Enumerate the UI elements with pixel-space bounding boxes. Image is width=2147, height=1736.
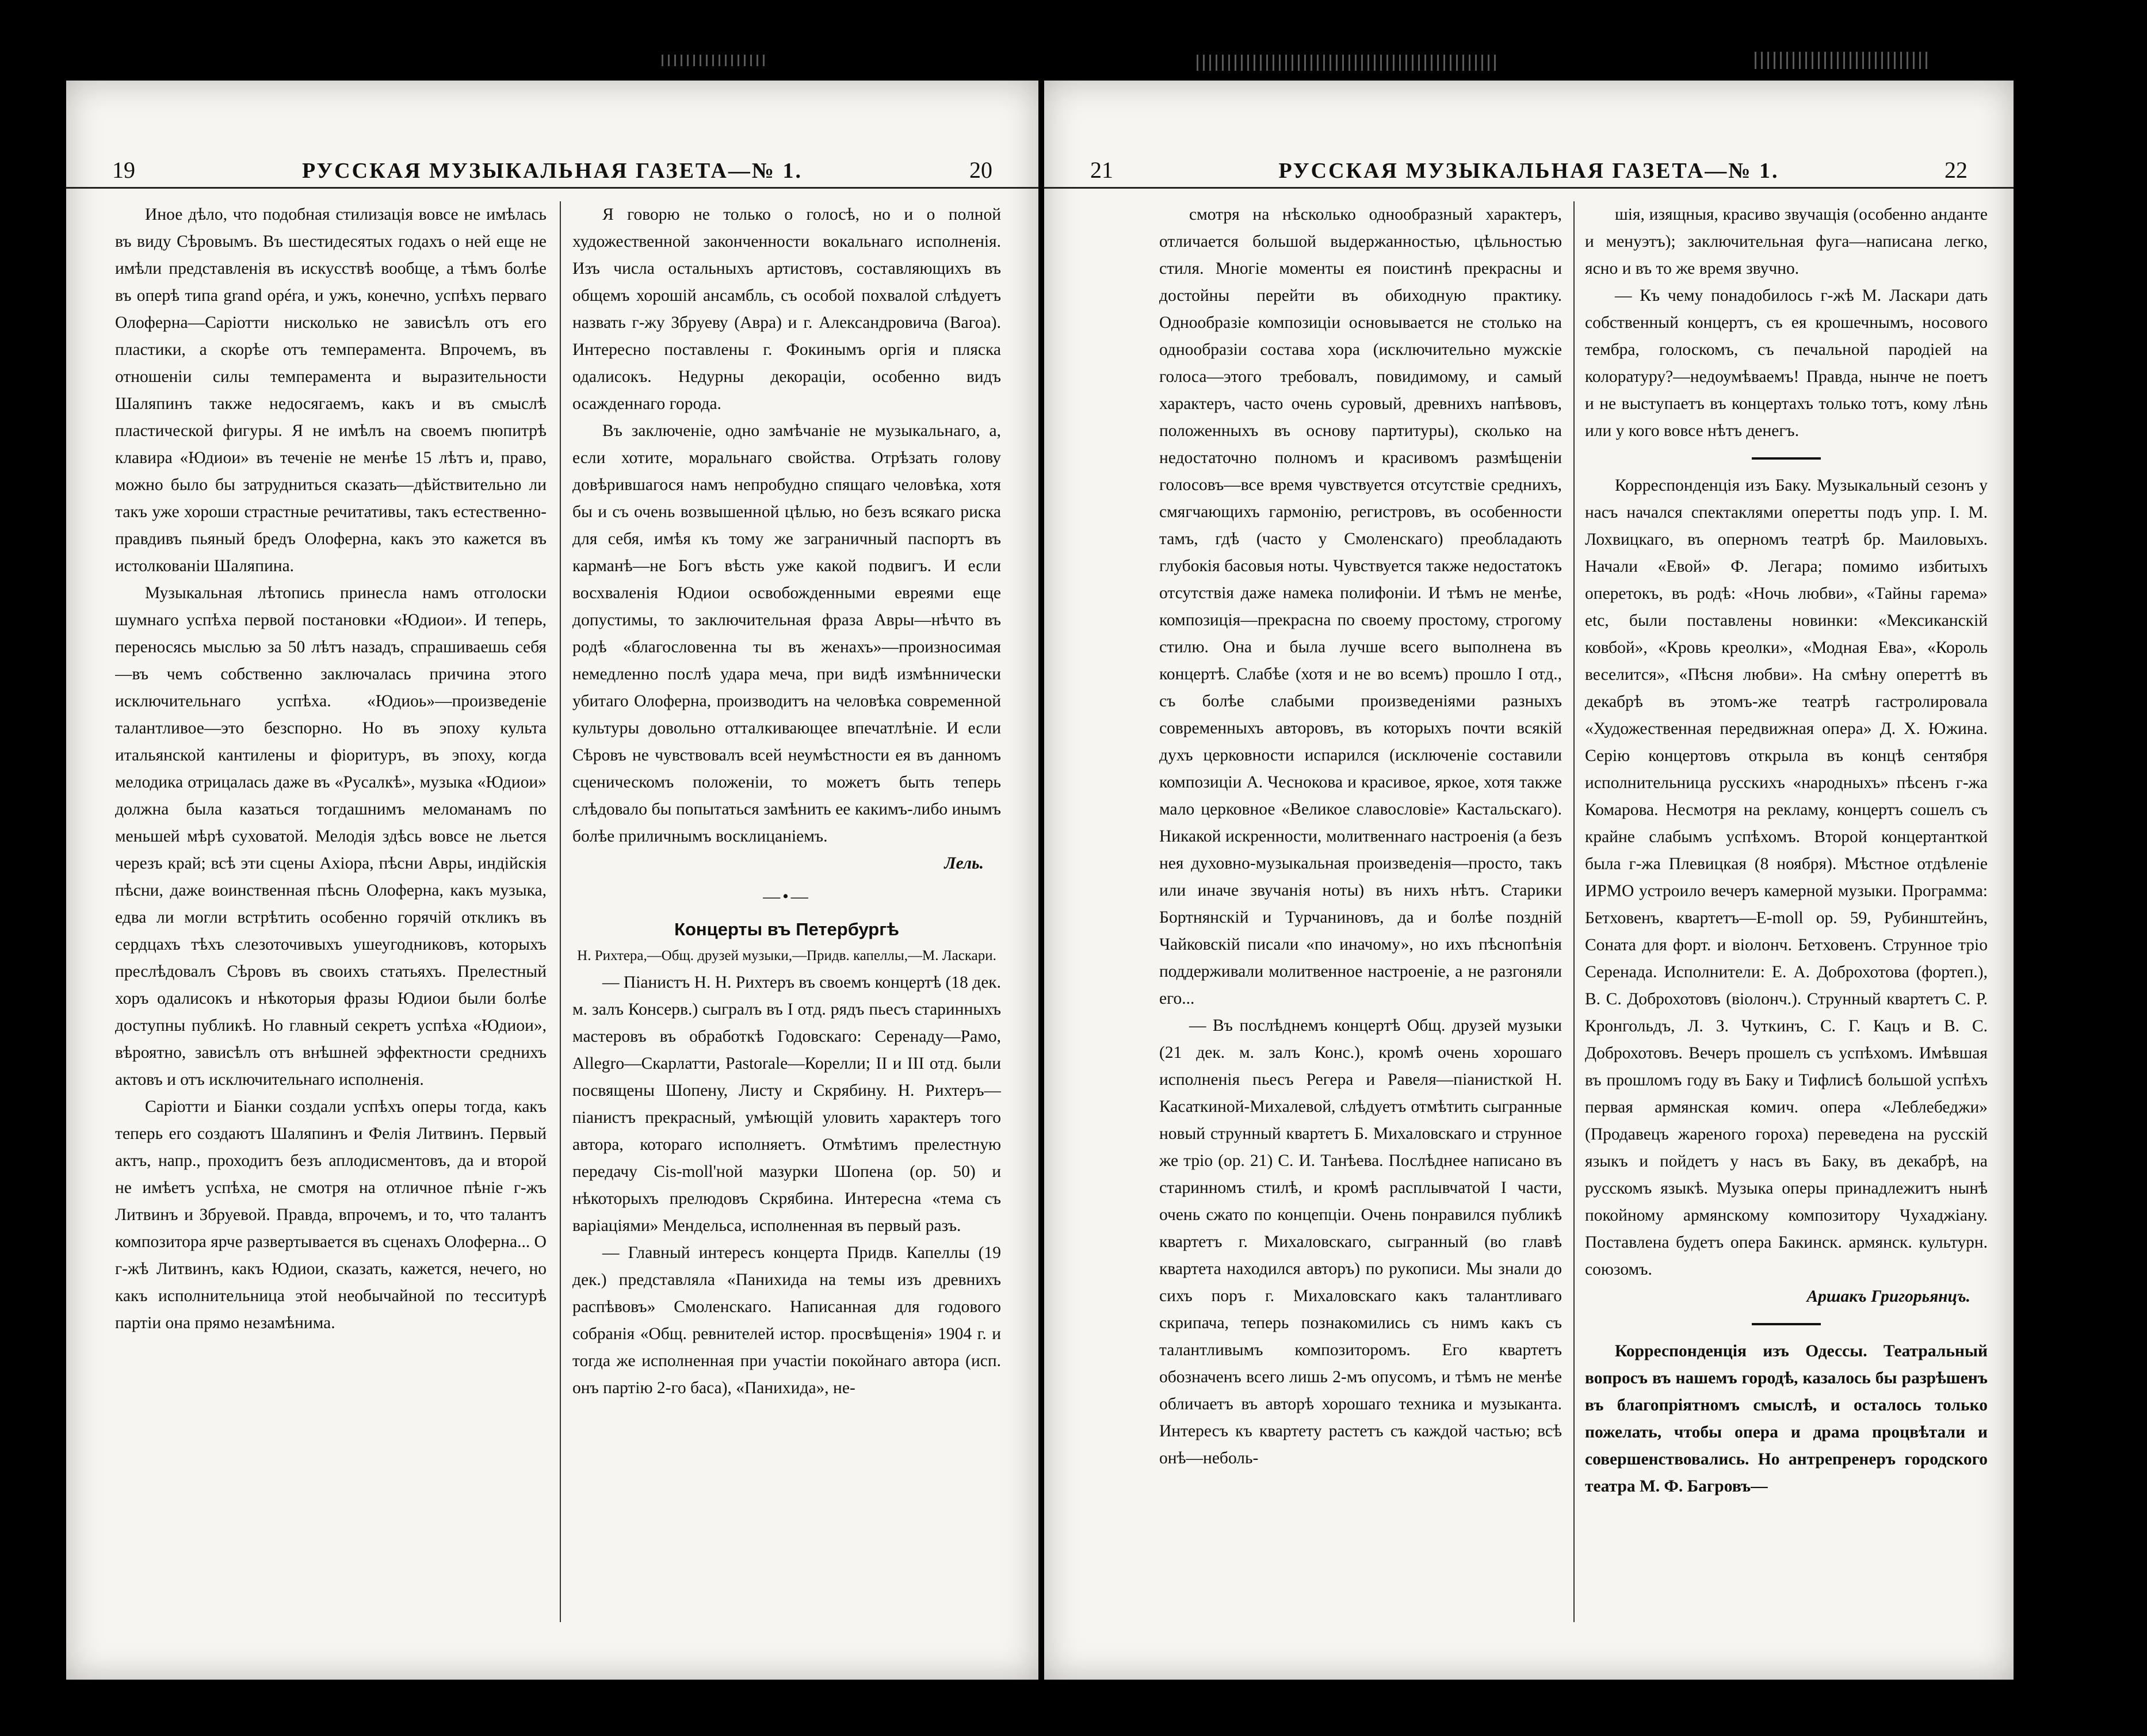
section-heading: Концерты въ Петербургѣ	[674, 919, 899, 939]
correspondence-baku: Корреспонденція изъ Баку. Музыкальный сезонъ у насъ начался спектаклями оперетты подъ упр. I. М. Лохвицкаго, въ оперномъ театрѣ бр. Маиловыхъ. Начали «Евой» Ф. Легара; помимо избитыхъ оперетокъ, въ родѣ: «Ночь любви», «Тайны гарема» etc, были поставлены новинки: «Мексиканскій ковбой», «Кровь креолки», «Модная Ева», «Король веселится», «Пѣсня любви». На смѣну опереттѣ въ декабрѣ въ этомъ-же театрѣ гастролировала «Художественная передвижная опера» Д. Х. Южина. Серію концертовъ открыла въ концѣ сентября исполнительница русскихъ «народныхъ» пѣсенъ г-жа Комарова. Несмотря на рекламу, концертъ сошелъ съ крайне слабымъ успѣхомъ. Второй концертанткой была г-жа Плевицкая (8 ноября). Мѣстное отдѣленіе ИРМО устроило вечеръ камерной музыки. Программа: Бетховенъ, квартетъ—E-moll op. 59, Рубинштейнъ, Соната для форт. и віолонч. Бетховенъ. Струнное тріо Серенада. Исполнители: Е. А. Доброхотова (фортеп.), В. С. Доброхотовъ (віолонч.). Струнный квартетъ С. Р. Кронгольдъ, Л. З. Чуткинъ, С. Г. Кацъ и В. С. Доброхотовъ. Вечеръ прошелъ съ успѣхомъ. Имѣвшая въ прошломъ году въ Баку и Тифлисѣ большой успѣхъ первая армянская комич. опера «Леблебеджи» (Продавецъ жареного гороха) переведена на русскій языкъ и пойдетъ у насъ въ Баку, въ декабрѣ, на русскомъ языкѣ. Музыка оперы принадлежитъ нынѣ покойному армянскому композитору Чухаджіану. Поставлена будетъ опера Бакинск. армянск. культурн. союзомъ.	[1585, 476, 1988, 1279]
paragraph: шія, изящныя, красиво звучащія (особенно анданте и менуэтъ); заключительная фуга—написана легко, ясно и въ то же время звучно.	[1585, 205, 1988, 278]
page-number-20: 20	[969, 157, 992, 183]
left-page-header	[66, 148, 1038, 189]
paragraph: Саріотти и Біанки создали успѣхъ оперы тогда, какъ теперь его создаютъ Шаляпинъ и Фелія Литвинъ. Первый актъ, напр., проходитъ безъ аплодисментовъ, да и второй не имѣетъ успѣха, не смотря на отличное пѣніе г-жъ Литвинъ и Збруевой. Правда, впрочемъ, и то, что талантъ композитора ярче развертывается въ сценахъ Олоферна... О г-жѣ Литвинъ, какъ Юдиои, сказать, кажется, нечего, но какъ исполнительница этой необычайной по тесситурѣ партіи она прямо незамѣнима.	[115, 1098, 547, 1332]
paragraph: — Піанистъ Н. Н. Рихтеръ въ своемъ концертѣ (18 дек. м. залъ Консерв.) сыгралъ въ I отд. рядъ пьесъ старинныхъ мастеровъ въ обработкѣ Годовскаго: Серенаду—Рамо, Allegro—Скарлатти, Pastorale—Корелли; II и III отд. были посвящены Шопену, Листу и Скрябину. Н. Рихтеръ—піанистъ прекрасный, умѣющій уловить характеръ того автора, котораго исполняетъ. Отмѣтимъ прелестную передачу Cis-moll'ной мазурки Шопена (ор. 50) и нѣкоторыхъ прелюдовъ Скрябина. Интересна «тема съ варіаціями» Мендельса, исполненная въ первый разъ.	[572, 973, 1001, 1235]
paragraph: Въ заключеніе, одно замѣчаніе не музыкальнаго, а, если хотите, моральнаго свойства. Отрѣзать голову довѣрившагося намъ непробудно спящаго человѣка, хотя бы и съ очень возвышенной цѣлью, но безъ всякаго риска для себя, имѣя къ тому же заграничный паспортъ въ карманѣ—не Богъ вѣсть уже какой подвигъ. И если восхваленія Юдиои освобожденными евреями еще допустимы, то заключительная фраза Авры—нѣчто въ родѣ «благословенна ты въ женахъ»—произносимая немедленно послѣ удара меча, при видѣ измѣннически убитаго Олоферна, производитъ на человѣка современной культуры довольно отталкивающее впечатлѣніе. И если Сѣровъ не чувствовалъ всей неумѣстности ея въ данномъ сценическомъ положеніи, то можетъ быть теперь слѣдовало бы попытаться замѣнить ее какимъ-либо инымъ болѣе приличнымъ восклицаніемъ.	[572, 422, 1001, 846]
page-number-22: 22	[1944, 157, 1968, 183]
paragraph: Иное дѣло, что подобная стилизація вовсе не имѣлась въ виду Сѣровымъ. Въ шестидесятых годахъ о ней еще не имѣли представленія въ искусствѣ вообще, а тѣмъ болѣе въ оперѣ типа grand opéra, и ужъ, конечно, успѣхъ перваго Олоферна—Саріотти нисколько не зависѣлъ отъ его пластики, а скорѣе отъ темперамента. Впрочемъ, въ отношеніи силы темперамента и выразительности Шаляпинъ также недосягаемъ, какъ и въ смыслѣ пластической фигуры. Я не имѣлъ на своемъ пюпитрѣ клавира «Юдиои» въ теченіе не менѣе 15 лѣтъ и, право, можно было бы затрудниться сказать—дѣйствительно ли такъ уже хороши страстные речитативы, такъ естественно-правдивъ пьяный бредъ Олоферна, какъ это кажется въ истолкованіи Шаляпина.	[115, 205, 547, 575]
section-rule	[1752, 457, 1821, 460]
section-subheading: Н. Рихтера,—Общ. друзей музыки,—Придв. капеллы,—М. Ласкари.	[577, 948, 996, 963]
paragraph: — Главный интересъ концерта Придв. Капеллы (19 дек.) представляла «Панихида на темы изъ древнихъ распѣвовъ» Смоленскаго. Написанная для годового собранія «Общ. ревнителей истор. просвѣщенія» 1904 г. и тогда же исполненная при участіи покойнаго автора (исп. онъ партію 2-го баса), «Панихида», не-	[572, 1244, 1001, 1397]
author-signature: Аршакъ Григорьянцъ.	[1806, 1287, 1970, 1306]
page-number-19: 19	[112, 157, 135, 183]
paragraph: смотря на нѣсколько однообразный характеръ, отличается большой выдержанностью, цѣльностью стиля. Многіе моменты ея поистинѣ прекрасны и достойны перейти въ обиходную практику. Однообразіе композиціи основывается не столько на однообразіи состава хора (исключительно мужскіе голоса—этого требовалъ, повидимому, и самый характеръ, часто очень суровый, древнихъ напѣвовъ, положенныхъ въ основу партитуры), сколько на недостаточно полномъ и красивомъ размѣщеніи голосовъ—все время чувствуется отсутствіе среднихъ, смягчающихъ гармонію, регистровъ, въ особенности тамъ, гдѣ (часто у Смоленскаго) преобладають глубокія басовыя ноты. Чувствуется также недостатокъ отсутствія даже намека полифоніи. И тѣмъ не менѣе, композиція—прекрасна по своему простому, строгому стилю. Она и была лучше всего выполнена въ концертѣ. Слабѣе (хотя и не во всемъ) прошло I отд., съ болѣе слабыми произведеніями разныхъ современныхъ авторовъ, въ которыхъ почти всякій духъ церковности испарился (исключеніе составили композиціи А. Чеснокова и красивое, яркое, хотя также мало церковное «Великое славословіе» Кастальскаго). Никакой искренности, молитвеннаго настроенія (а безъ нея духовно-музыкальная произведенія—просто, такъ или иначе звучанія ноты) въ нихъ нѣтъ. Старики Бортнянскій и Турчаниновъ, да и болѣе поздній Чайковскій писали «по иначому», но ихъ пѣснопѣнія поддерживали молитвенное настроеніе, а не разгоняли его...	[1159, 205, 1562, 1008]
paragraph: — Въ послѣднемъ концертѣ Общ. друзей музыки (21 дек. м. залъ Конс.), кромѣ очень хорошаго исполненія пьесъ Регера и Равеля—піанисткой Н. Касаткиной-Михалевой, слѣдуетъ отмѣтить сыгранные новый струнный квартетъ Б. Михаловскаго и струнное же тріо (ор. 21) С. И. Танѣева. Послѣднее написано въ старинномъ стилѣ, и кромѣ расплывчатой I части, очень сжато по концепціи. Очень понравился публикѣ квартетъ г. Михаловскаго, сыгранный (во главѣ квартета находился авторъ) по рукописи. Мы знали до сихъ поръ г. Михаловскаго какъ талантливаго скрипача, теперь познакомились съ нимъ какъ съ талантливымъ композиторомъ. Его квартетъ обозначенъ всего лишь 2-мъ опусомъ, и тѣмъ не менѣе обличаетъ въ авторѣ хорошаго техника и музыканта. Интересъ къ квартету растетъ съ каждой частью; всѣ онѣ—неболь-	[1159, 1016, 1562, 1467]
correspondence-odessa: Корреспонденція изъ Одессы. Театральный вопросъ въ нашемъ городѣ, казалось бы разрѣшенъ въ благопріятномъ смыслѣ, и осталось только пожелать, чтобы опера и драма процвѣтали и совершенствовались. Но антрепренеръ городского театра М. Ф. Багровъ—	[1585, 1342, 1988, 1496]
paragraph: — Къ чему понадобилось г-жѣ М. Ласкари дать собственный концертъ, съ ея крошечнымъ, носового тембра, голоскомъ, съ печальной пародіей на колоратуру?—недоумѣваемъ! Правда, нынче не поетъ и не выступаетъ въ концертахъ только тотъ, кому лѣнь или у кого вовсе нѣтъ денегъ.	[1585, 286, 1988, 440]
right-page-header	[1044, 148, 2014, 189]
scan-noise-top-left	[662, 55, 765, 66]
paragraph: Музыкальная лѣтопись принесла намъ отголоски шумнаго успѣха первой постановки «Юдиои». И теперь, переносясь мыслью за 50 лѣтъ назадъ, спрашиваешь себя—въ чемъ собственно заключалась причина этого исключительнаго успѣха. «Юдиоь»—произведеніе талантливое—это безспорно. Но въ эпоху культа итальянской кантилены и фіоритуръ, въ эпоху, когда мелодика отрицалась даже въ «Русалкѣ», музыка «Юдиои» должна была казаться тогдашнимъ меломанамъ по меньшей мѣрѣ суховатой. Мелодія здѣсь вовсе не льется черезъ край; всѣ эти сцены Ахіора, пѣсни Авры, индійскія пѣсни, даже воинственная пѣснь Олоферна, какъ музыка, едва ли могли встрѣтить особенно горячій откликъ въ сердцахъ тѣхъ слезоточивыхъ ушеугодниковъ, которыхъ преслѣдовалъ Сѣровъ въ своихъ статьяхъ. Прелестный хоръ одалисокъ и нѣкоторыя фразы Юдиои были болѣе доступны публикѣ. Но главный секретъ успѣха «Юдиои», вѣроятно, зависѣлъ отъ внѣшней эффектности среднихъ актовъ и отъ исключительнаго исполненія.	[115, 584, 547, 1089]
section-ornament: —•—	[763, 887, 811, 906]
newspaper-title-left: РУССКАЯ МУЗЫКАЛЬНАЯ ГАЗЕТА—№ 1.	[302, 159, 803, 183]
right-page	[1044, 81, 2014, 1680]
page-number-21: 21	[1090, 157, 1113, 183]
scan-noise-top-far-right	[1755, 52, 1927, 69]
author-signature: Лель.	[944, 854, 984, 873]
paragraph: Я говорю не только о голосѣ, но и о полной художественной законченности вокальнаго исполненія. Изъ числа остальныхъ артистовъ, составляющихъ въ общемъ хорошій ансамбль, съ особой похвалой слѣдуетъ назвать г-жу Збруеву (Авра) и г. Александровича (Вагоа). Интересно поставлены г. Фокинымъ оргія и пляска одалисокъ. Недурны декораціи, особенно видъ осажденнаго города.	[572, 205, 1001, 413]
column-divider	[1573, 201, 1575, 1622]
right-page-column-1	[1159, 201, 1562, 1605]
left-page	[66, 81, 1038, 1680]
right-page-column-2	[1585, 201, 1988, 1605]
newspaper-title-right: РУССКАЯ МУЗЫКАЛЬНАЯ ГАЗЕТА—№ 1.	[1278, 159, 1779, 183]
left-page-column-2	[572, 201, 1001, 1605]
scan-noise-top-right	[1197, 55, 1496, 71]
left-page-column-1	[115, 201, 547, 1605]
section-rule	[1752, 1323, 1821, 1325]
column-divider	[560, 201, 561, 1622]
